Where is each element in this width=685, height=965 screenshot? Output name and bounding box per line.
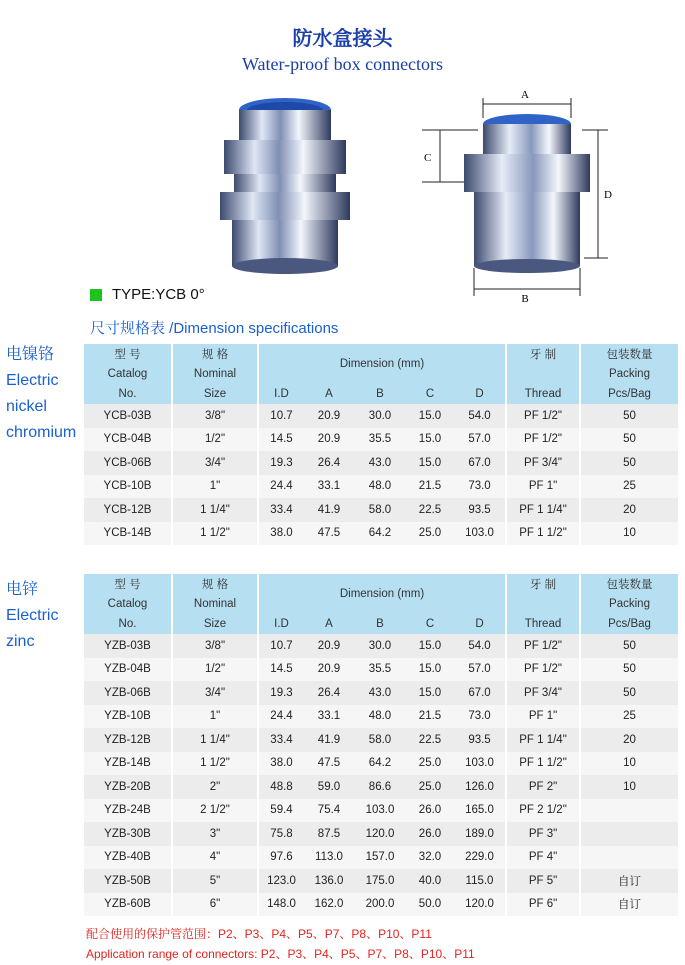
section2-side-label — [6, 577, 58, 655]
header-cell: Size — [172, 614, 258, 634]
cell-d: 103.0 — [454, 522, 506, 546]
footer-en: Application range of connectors: P2、P3、P4、P5、P7、P8、P10、P11 — [86, 947, 475, 961]
cell-thread: PF 4" — [506, 846, 580, 870]
header-cell — [506, 594, 580, 614]
cell-d: 165.0 — [454, 799, 506, 823]
header-cell: Packing — [580, 594, 678, 614]
cell-c: 15.0 — [406, 451, 454, 475]
header-cell: 规 格 — [172, 344, 258, 364]
cell-size: 1 1/4" — [172, 498, 258, 522]
cell-catalog: YZB-60B — [84, 893, 172, 917]
cell-d: 54.0 — [454, 634, 506, 658]
cell-thread: PF 2" — [506, 775, 580, 799]
header-cell: Thread — [506, 614, 580, 634]
page-title-cn: 防水盒接头 — [292, 26, 393, 50]
cell-thread: PF 1/2" — [506, 658, 580, 682]
header-cell: Nominal — [172, 594, 258, 614]
cell-d: 103.0 — [454, 752, 506, 776]
cell-thread: PF 6" — [506, 893, 580, 917]
cell-pack: 25 — [580, 705, 678, 729]
cell-d: 67.0 — [454, 451, 506, 475]
cell-id: 33.4 — [258, 498, 304, 522]
cell-a: 26.4 — [304, 451, 354, 475]
cell-c: 25.0 — [406, 522, 454, 546]
table-row — [84, 846, 678, 870]
cell-thread: PF 1/2" — [506, 634, 580, 658]
cell-catalog: YCB-03B — [84, 404, 172, 428]
cell-a: 75.4 — [304, 799, 354, 823]
cell-b: 48.0 — [354, 705, 406, 729]
cell-size: 3/8" — [172, 634, 258, 658]
cell-d: 189.0 — [454, 822, 506, 846]
cell-size: 1/2" — [172, 428, 258, 452]
spec-table-zinc — [84, 574, 678, 916]
header-cell: C — [406, 384, 454, 404]
side-line: nickel — [6, 398, 47, 415]
cell-catalog: YCB-04B — [84, 428, 172, 452]
cell-pack: 10 — [580, 775, 678, 799]
cell-size: 5" — [172, 869, 258, 893]
cell-c: 32.0 — [406, 846, 454, 870]
table-row — [84, 822, 678, 846]
cell-id: 33.4 — [258, 728, 304, 752]
cell-b: 86.6 — [354, 775, 406, 799]
cell-size: 1/2" — [172, 658, 258, 682]
cell-d: 120.0 — [454, 893, 506, 917]
cell-catalog: YZB-30B — [84, 822, 172, 846]
cell-id: 24.4 — [258, 705, 304, 729]
cell-b: 175.0 — [354, 869, 406, 893]
cell-pack: 10 — [580, 522, 678, 546]
cell-catalog: YCB-12B — [84, 498, 172, 522]
cell-catalog: YZB-50B — [84, 869, 172, 893]
cell-id: 14.5 — [258, 428, 304, 452]
cell-catalog: YCB-06B — [84, 451, 172, 475]
spec-table-nickel — [84, 344, 678, 545]
cell-pack: 50 — [580, 681, 678, 705]
cell-catalog: YZB-04B — [84, 658, 172, 682]
cell-catalog: YCB-14B — [84, 522, 172, 546]
cell-size: 3/4" — [172, 681, 258, 705]
cell-id: 59.4 — [258, 799, 304, 823]
header-cell: 型 号 — [84, 344, 172, 364]
cell-pack — [580, 799, 678, 823]
header-cell: D — [454, 384, 506, 404]
side-line: zinc — [6, 633, 35, 650]
cell-c: 25.0 — [406, 752, 454, 776]
cell-thread: PF 3/4" — [506, 681, 580, 705]
cell-catalog: YZB-10B — [84, 705, 172, 729]
table-row — [84, 799, 678, 823]
type-label — [90, 286, 205, 303]
connector-photo — [210, 96, 360, 276]
header-cell: B — [354, 384, 406, 404]
cell-b: 64.2 — [354, 752, 406, 776]
cell-a: 87.5 — [304, 822, 354, 846]
header-cell: 牙 制 — [506, 344, 580, 364]
table-row — [84, 498, 678, 522]
cell-thread: PF 1/2" — [506, 428, 580, 452]
cell-c: 26.0 — [406, 822, 454, 846]
section1-side-label — [6, 342, 76, 446]
header-cell: D — [454, 614, 506, 634]
cell-d: 93.5 — [454, 498, 506, 522]
cell-id: 19.3 — [258, 451, 304, 475]
header-cell: C — [406, 614, 454, 634]
table-row — [84, 728, 678, 752]
cell-size: 1" — [172, 705, 258, 729]
label-b: B — [521, 293, 529, 305]
cell-d: 229.0 — [454, 846, 506, 870]
header-cell: Nominal — [172, 364, 258, 384]
cell-thread: PF 1" — [506, 705, 580, 729]
table-row — [84, 428, 678, 452]
header-cell: No. — [84, 614, 172, 634]
label-a: A — [521, 89, 529, 101]
cell-a: 20.9 — [304, 404, 354, 428]
cell-id: 123.0 — [258, 869, 304, 893]
cell-id: 38.0 — [258, 752, 304, 776]
side-line: Electric — [6, 372, 59, 389]
cell-thread: PF 1 1/2" — [506, 522, 580, 546]
cell-catalog: YZB-24B — [84, 799, 172, 823]
cell-c: 21.5 — [406, 475, 454, 499]
cell-id: 148.0 — [258, 893, 304, 917]
cell-c: 22.5 — [406, 728, 454, 752]
cell-b: 120.0 — [354, 822, 406, 846]
header-cell — [506, 364, 580, 384]
header-cell: Thread — [506, 384, 580, 404]
cell-c: 26.0 — [406, 799, 454, 823]
cell-a: 47.5 — [304, 522, 354, 546]
cell-c: 15.0 — [406, 404, 454, 428]
header-cell: 型 号 — [84, 574, 172, 594]
cell-id: 97.6 — [258, 846, 304, 870]
cell-c: 50.0 — [406, 893, 454, 917]
side-line: Electric — [6, 607, 59, 624]
cell-b: 43.0 — [354, 451, 406, 475]
table-row — [84, 752, 678, 776]
page-title-en: Water-proof box connectors — [241, 54, 444, 74]
cell-b: 157.0 — [354, 846, 406, 870]
header-cell: Size — [172, 384, 258, 404]
table-row — [84, 775, 678, 799]
cell-size: 4" — [172, 846, 258, 870]
side-line: 电镍铬 — [6, 346, 55, 363]
cell-a: 33.1 — [304, 475, 354, 499]
table-row — [84, 634, 678, 658]
header-cell: Dimension (mm) — [258, 574, 506, 614]
cell-a: 162.0 — [304, 893, 354, 917]
cell-thread: PF 1/2" — [506, 404, 580, 428]
cell-pack: 50 — [580, 428, 678, 452]
type-text: TYPE:YCB 0° — [112, 286, 205, 303]
table-row — [84, 451, 678, 475]
cell-size: 6" — [172, 893, 258, 917]
cell-size: 3/4" — [172, 451, 258, 475]
cell-catalog: YZB-20B — [84, 775, 172, 799]
type-square-icon — [90, 289, 102, 301]
cell-catalog: YZB-40B — [84, 846, 172, 870]
cell-thread: PF 1" — [506, 475, 580, 499]
header-cell: A — [304, 614, 354, 634]
cell-pack — [580, 846, 678, 870]
cell-size: 3/8" — [172, 404, 258, 428]
cell-d: 126.0 — [454, 775, 506, 799]
cell-b: 58.0 — [354, 728, 406, 752]
cell-d: 115.0 — [454, 869, 506, 893]
header-cell: Catalog — [84, 594, 172, 614]
header-cell: 包装数量 — [580, 344, 678, 364]
cell-b: 35.5 — [354, 658, 406, 682]
footer-cn: 配合使用的保护管范围：P2、P3、P4、P5、P7、P8、P10、P11 — [86, 927, 432, 941]
cell-catalog: YZB-12B — [84, 728, 172, 752]
cell-id: 24.4 — [258, 475, 304, 499]
cell-c: 15.0 — [406, 681, 454, 705]
cell-pack: 20 — [580, 728, 678, 752]
header-cell: Packing — [580, 364, 678, 384]
cell-b: 64.2 — [354, 522, 406, 546]
cell-a: 41.9 — [304, 498, 354, 522]
cell-id: 75.8 — [258, 822, 304, 846]
cell-pack: 50 — [580, 658, 678, 682]
cell-pack: 50 — [580, 404, 678, 428]
cell-c: 25.0 — [406, 775, 454, 799]
cell-c: 15.0 — [406, 428, 454, 452]
cell-size: 1 1/2" — [172, 522, 258, 546]
cell-pack: 10 — [580, 752, 678, 776]
cell-pack: 50 — [580, 451, 678, 475]
cell-id: 10.7 — [258, 404, 304, 428]
cell-d: 54.0 — [454, 404, 506, 428]
cell-b: 30.0 — [354, 404, 406, 428]
cell-catalog: YZB-03B — [84, 634, 172, 658]
header-cell: No. — [84, 384, 172, 404]
cell-pack: 自订 — [580, 893, 678, 917]
cell-d: 57.0 — [454, 428, 506, 452]
cell-d: 67.0 — [454, 681, 506, 705]
label-d: D — [604, 189, 612, 201]
cell-a: 59.0 — [304, 775, 354, 799]
cell-pack: 20 — [580, 498, 678, 522]
cell-catalog: YZB-06B — [84, 681, 172, 705]
cell-c: 15.0 — [406, 658, 454, 682]
cell-size: 2" — [172, 775, 258, 799]
header-cell: 规 格 — [172, 574, 258, 594]
table-row — [84, 475, 678, 499]
cell-d: 57.0 — [454, 658, 506, 682]
cell-id: 48.8 — [258, 775, 304, 799]
table-row — [84, 681, 678, 705]
cell-size: 2 1/2" — [172, 799, 258, 823]
cell-pack: 自订 — [580, 869, 678, 893]
cell-a: 20.9 — [304, 658, 354, 682]
cell-c: 21.5 — [406, 705, 454, 729]
side-line: chromium — [6, 424, 77, 441]
table-row — [84, 404, 678, 428]
cell-thread: PF 1 1/4" — [506, 728, 580, 752]
cell-thread: PF 3/4" — [506, 451, 580, 475]
dimension-title: 尺寸规格表 /Dimension specifications — [90, 320, 339, 337]
cell-thread: PF 5" — [506, 869, 580, 893]
cell-catalog: YZB-14B — [84, 752, 172, 776]
cell-thread: PF 2 1/2" — [506, 799, 580, 823]
cell-catalog: YCB-10B — [84, 475, 172, 499]
cell-a: 20.9 — [304, 634, 354, 658]
header-cell: 包装数量 — [580, 574, 678, 594]
cell-id: 10.7 — [258, 634, 304, 658]
table-row — [84, 893, 678, 917]
cell-pack — [580, 822, 678, 846]
table-row — [84, 705, 678, 729]
header-cell: I.D — [258, 384, 304, 404]
cell-size: 1 1/2" — [172, 752, 258, 776]
header-cell: Catalog — [84, 364, 172, 384]
cell-a: 20.9 — [304, 428, 354, 452]
cell-a: 33.1 — [304, 705, 354, 729]
cell-c: 40.0 — [406, 869, 454, 893]
cell-c: 22.5 — [406, 498, 454, 522]
cell-a: 47.5 — [304, 752, 354, 776]
cell-d: 73.0 — [454, 705, 506, 729]
cell-d: 93.5 — [454, 728, 506, 752]
cell-a: 113.0 — [304, 846, 354, 870]
cell-thread: PF 1 1/2" — [506, 752, 580, 776]
label-c: C — [424, 152, 432, 164]
cell-id: 14.5 — [258, 658, 304, 682]
header-cell: Pcs/Bag — [580, 384, 678, 404]
cell-b: 35.5 — [354, 428, 406, 452]
header-cell: A — [304, 384, 354, 404]
header-cell: 牙 制 — [506, 574, 580, 594]
cell-size: 1 1/4" — [172, 728, 258, 752]
cell-id: 38.0 — [258, 522, 304, 546]
cell-b: 43.0 — [354, 681, 406, 705]
cell-thread: PF 1 1/4" — [506, 498, 580, 522]
cell-c: 15.0 — [406, 634, 454, 658]
cell-b: 200.0 — [354, 893, 406, 917]
cell-b: 58.0 — [354, 498, 406, 522]
header-cell: Pcs/Bag — [580, 614, 678, 634]
cell-a: 41.9 — [304, 728, 354, 752]
cell-a: 136.0 — [304, 869, 354, 893]
dimension-diagram — [412, 86, 644, 306]
cell-pack: 25 — [580, 475, 678, 499]
cell-size: 3" — [172, 822, 258, 846]
table-row — [84, 869, 678, 893]
header-cell: I.D — [258, 614, 304, 634]
cell-b: 30.0 — [354, 634, 406, 658]
cell-size: 1" — [172, 475, 258, 499]
cell-id: 19.3 — [258, 681, 304, 705]
side-line: 电锌 — [6, 581, 39, 598]
cell-thread: PF 3" — [506, 822, 580, 846]
cell-b: 103.0 — [354, 799, 406, 823]
header-cell: Dimension (mm) — [258, 344, 506, 384]
header-cell: B — [354, 614, 406, 634]
cell-a: 26.4 — [304, 681, 354, 705]
cell-d: 73.0 — [454, 475, 506, 499]
table-row — [84, 658, 678, 682]
table-row — [84, 522, 678, 546]
cell-pack: 50 — [580, 634, 678, 658]
cell-b: 48.0 — [354, 475, 406, 499]
